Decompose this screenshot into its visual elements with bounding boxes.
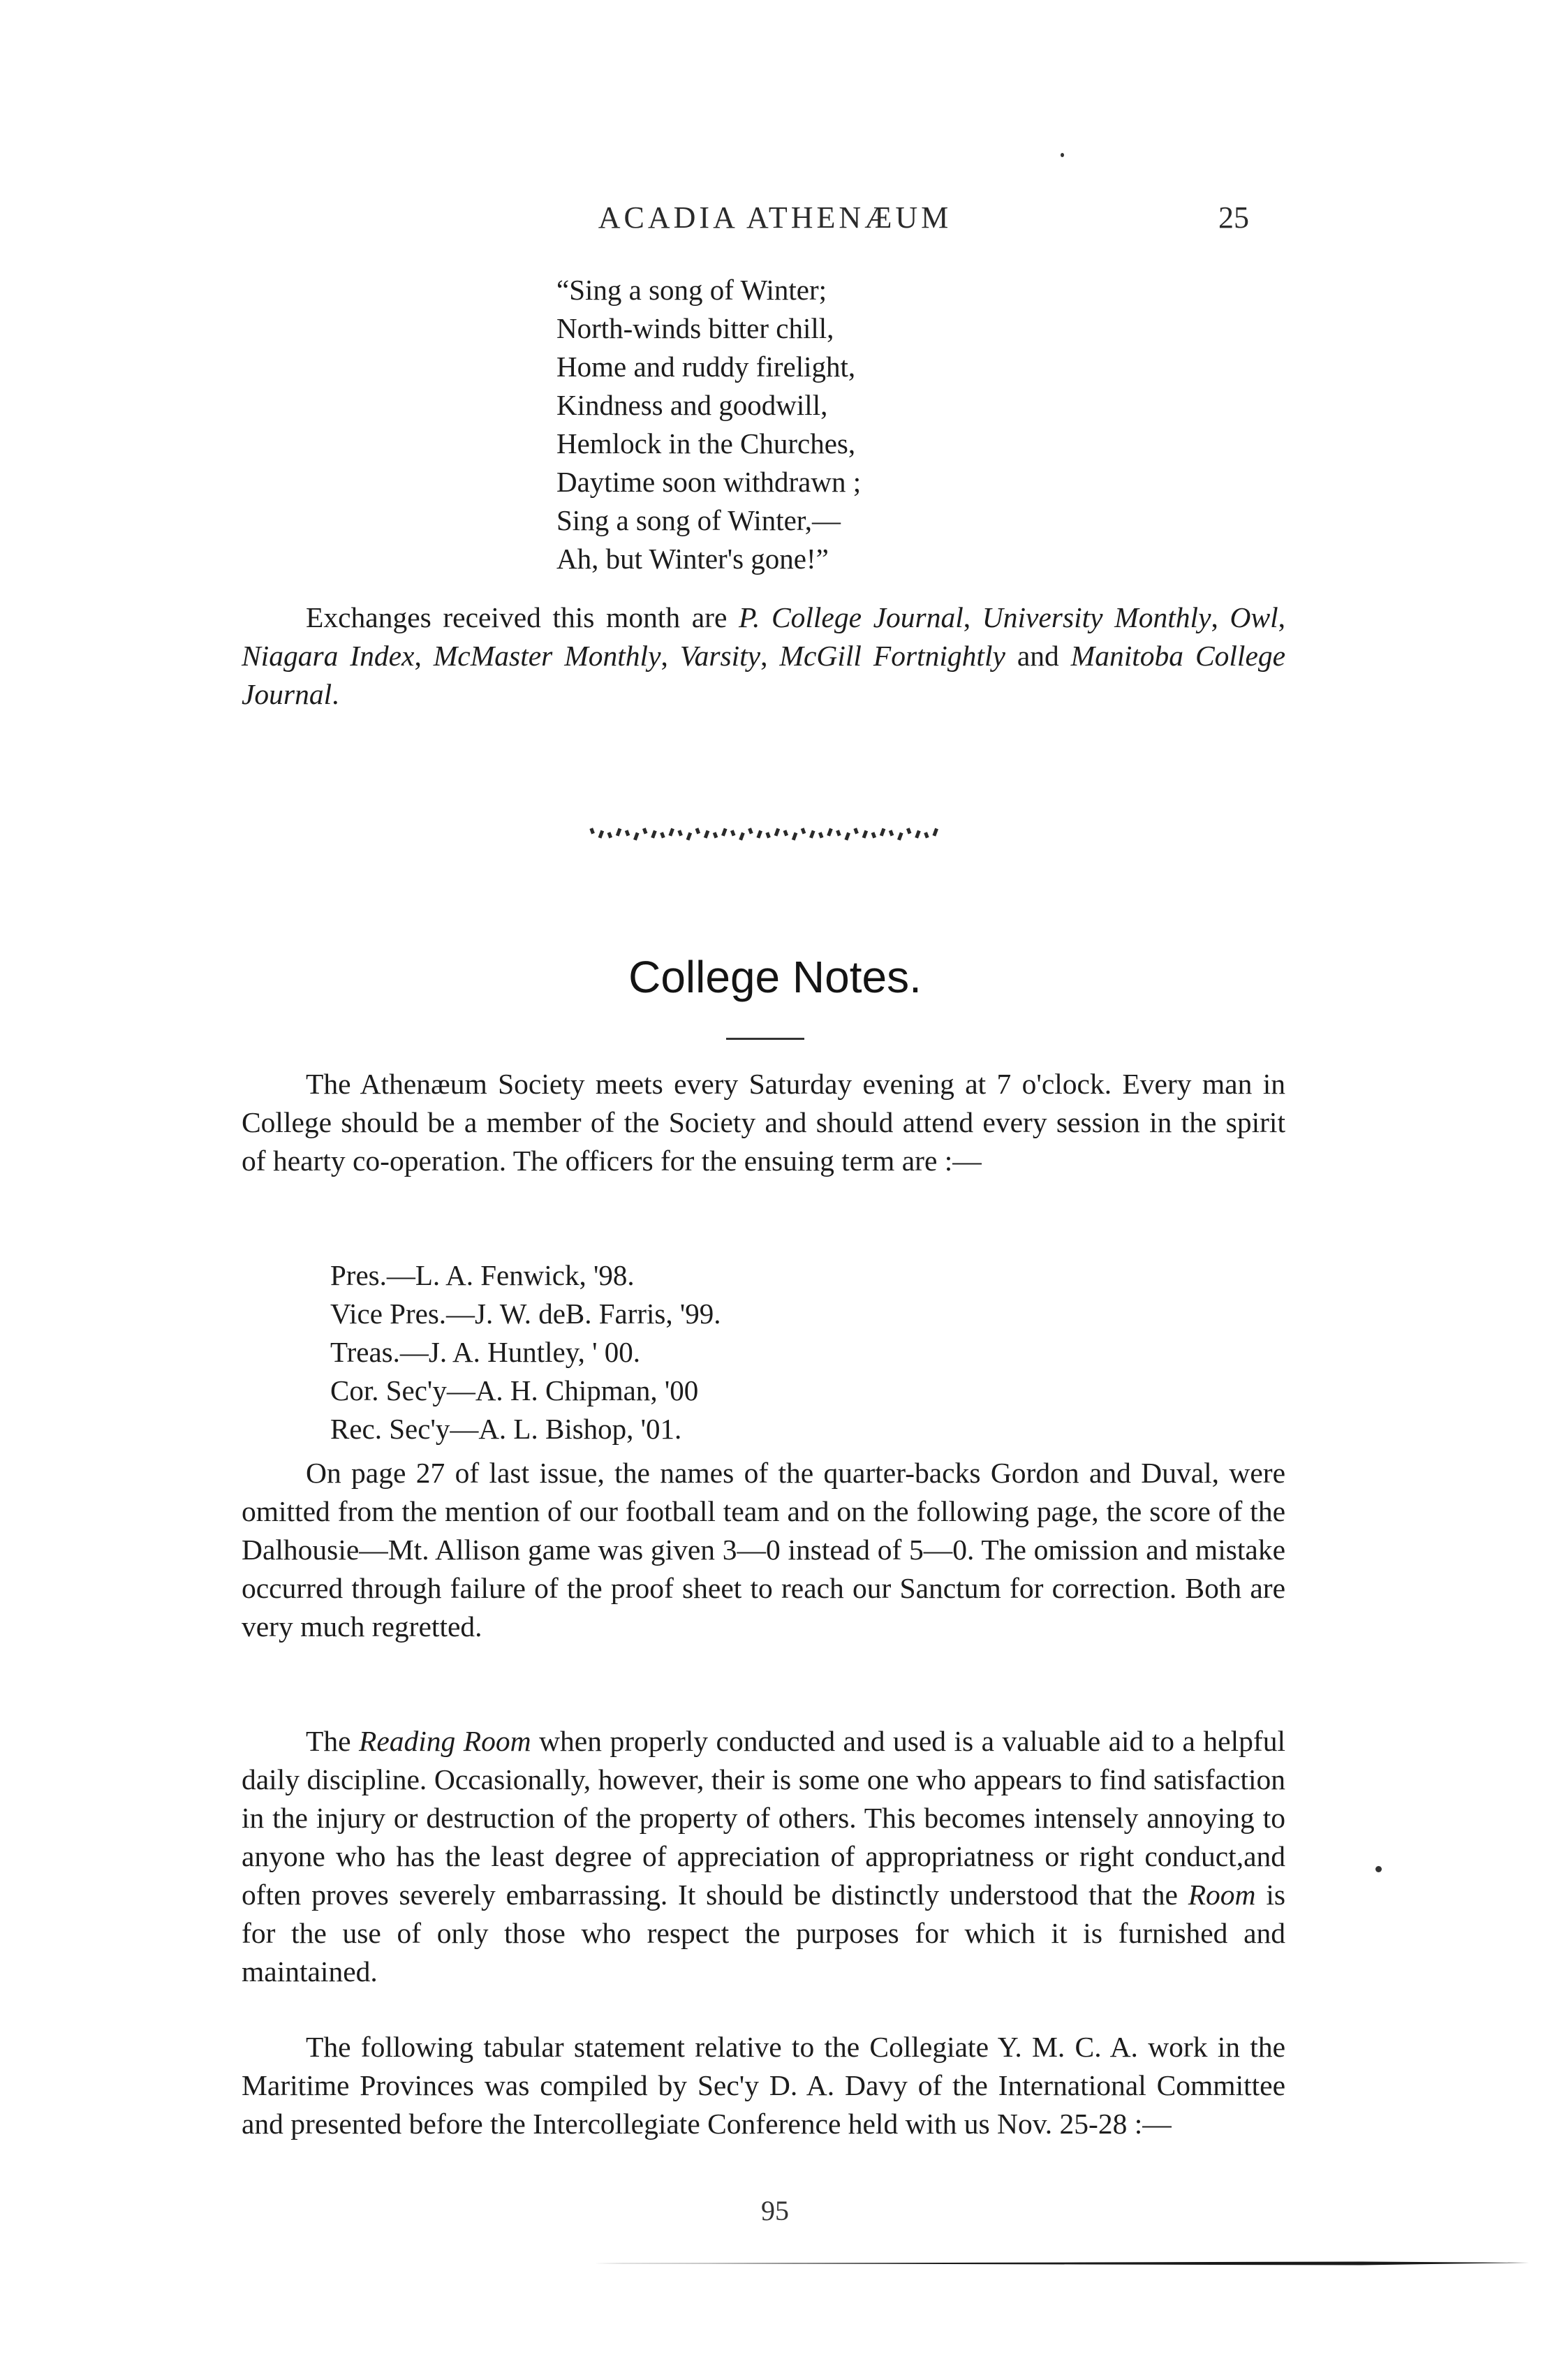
officer-entry: Vice Pres.—J. W. deB. Farris, '99.: [330, 1298, 721, 1330]
reading-room-text: is for the use of only those who respect the purposes for which it is furnished and maintained.: [242, 1879, 1286, 1988]
exchange-title: Owl: [1230, 601, 1278, 633]
exchange-separator: ,: [760, 640, 780, 672]
exchange-separator: ,: [1278, 601, 1286, 633]
reading-room-text: The: [306, 1725, 359, 1757]
page-number: 25: [1218, 200, 1249, 235]
exchange-title: Niagara Index: [242, 640, 415, 672]
ink-speck: [1061, 153, 1064, 157]
poem-line: Kindness and goodwill,: [556, 389, 828, 421]
winter-poem: [556, 271, 861, 578]
athenaeum-society-paragraph: The Athenæum Society meets every Saturday evening at 7 o'clock. Every man in College should be a member of the Society and should attend every session in the spirit of hearty co-operation. The officers for the ensuing term are :—: [242, 1068, 1285, 1177]
exchange-title: P. College Journal: [738, 601, 964, 633]
exchange-title: University Monthly: [982, 601, 1211, 633]
exchange-separator: ,: [414, 640, 434, 672]
exchanges-paragraph: [242, 598, 1285, 714]
title-underline-rule: [726, 1038, 804, 1040]
exchange-separator: ,: [660, 640, 680, 672]
poem-line: Sing a song of Winter,—: [556, 504, 841, 536]
exchange-title: McGill Fortnightly: [779, 640, 1005, 672]
exchange-title: McMaster Monthly: [433, 640, 661, 672]
poem-line: Daytime soon withdrawn ;: [556, 466, 862, 498]
exchange-separator: and: [1005, 640, 1071, 672]
officer-entry: Pres.—L. A. Fenwick, '98.: [330, 1259, 635, 1291]
exchange-separator: .: [332, 678, 339, 710]
footer-page-number: 95: [761, 2195, 789, 2226]
reading-room-italic: Reading Room: [359, 1725, 531, 1757]
journal-header-title: ACADIA ATHENÆUM: [598, 200, 952, 235]
poem-line: Home and ruddy firelight,: [556, 351, 856, 383]
poem-line: North-winds bitter chill,: [556, 312, 834, 344]
officer-entry: Rec. Sec'y—A. L. Bishop, '01.: [330, 1413, 682, 1445]
correction-paragraph: On page 27 of last issue, the names of the quarter-backs Gordon and Duval, were omitted from the mention of our football team and on the following page, the score of the Dalhousie—Mt. Allison game was given 3—0 instead of 5—0. The omission and mistake occurred through failure of the proof sheet to reach our Sanctum for correction. Both are very much regretted.: [242, 1457, 1285, 1643]
decorative-divider-ornament: [586, 821, 950, 842]
officer-entry: Cor. Sec'y—A. H. Chipman, '00: [330, 1374, 699, 1406]
poem-line: Ah, but Winter's gone!”: [556, 543, 829, 575]
exchanges-lead: Exchanges received this month are: [306, 601, 739, 633]
section-title: College Notes.: [628, 952, 922, 1002]
ymca-paragraph: The following tabular statement relative to the Collegiate Y. M. C. A. work in the Maritime Provinces was compiled by Sec'y D. A. Davy of the International Committee and presented before the Intercollegiate Conference held with us Nov. 25-28 :—: [242, 2031, 1285, 2140]
reading-room-italic: Room: [1188, 1879, 1256, 1911]
footer-rule: [593, 2261, 1529, 2265]
officer-entry: Treas.—J. A. Huntley, ' 00.: [330, 1336, 640, 1368]
reading-room-paragraph: [242, 1722, 1285, 1991]
officers-list: [330, 1256, 721, 1448]
exchange-title: Varsity: [679, 640, 761, 672]
exchange-separator: ,: [1211, 601, 1230, 633]
poem-line: Hemlock in the Churches,: [556, 427, 856, 460]
poem-line: “Sing a song of Winter;: [556, 274, 827, 306]
reading-room-text: when properly conducted and used is a valuable aid to a helpful daily discipline. Occasionally, however, their is some one who appears to find satisfaction in the injury or destruction of the property of others. This becomes intensely annoying to anyone who has the least degree of appreciation of appropriatness or right conduct,and often proves severely embarrassing. It should be distinctly understood that the: [242, 1725, 1285, 1911]
exchange-separator: ,: [963, 601, 982, 633]
exchange-title: Manitoba College Journal: [242, 640, 1286, 710]
ink-speck: [1375, 1866, 1382, 1872]
